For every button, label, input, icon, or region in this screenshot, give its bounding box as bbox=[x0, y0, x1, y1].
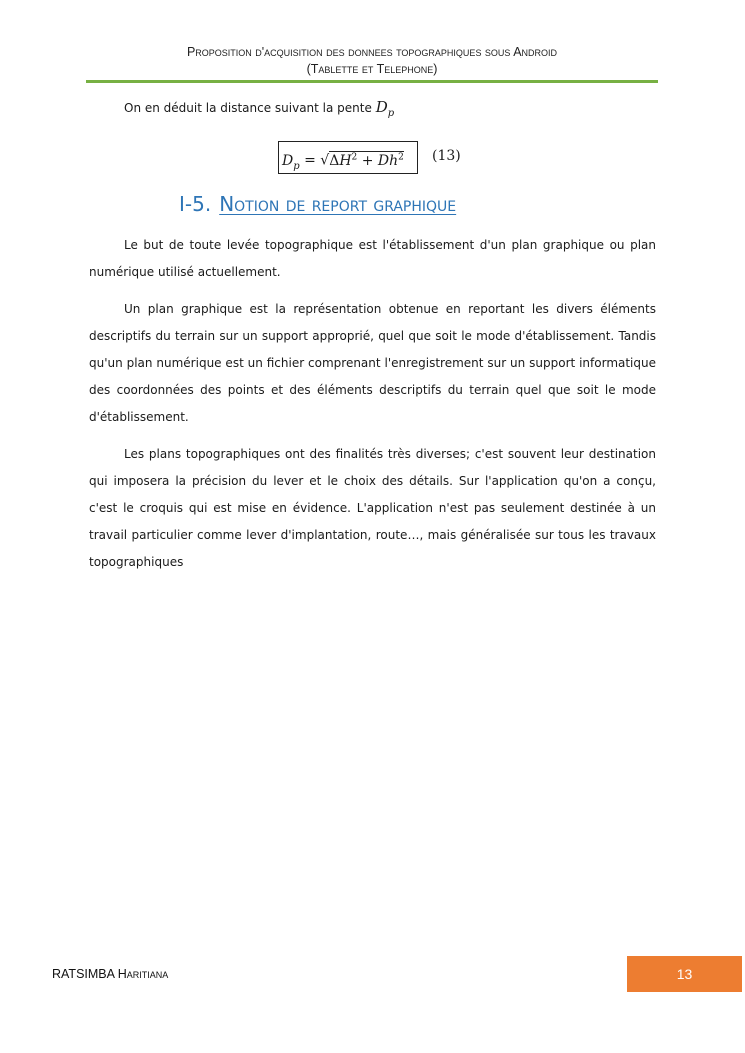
header-line-2: (Tablette et Telephone) bbox=[306, 62, 438, 76]
body-text bbox=[89, 232, 656, 586]
page-number-box bbox=[627, 956, 742, 992]
intro-symbol: $D_p$ bbox=[375, 98, 395, 119]
equation-number: (13) bbox=[432, 148, 461, 164]
paragraph-2: Un plan graphique est la représentation obtenue en reportant les divers éléments descriptifs du terrain sur un support approprié, quel que soit le mode d'établissement. Tandis qu'un plan numérique est un fichier comprenant l'enregistrement sur un support informatique des coordonnées des points et des éléments descriptifs du terrain quel que soit le mode d'établissement. bbox=[89, 302, 656, 424]
header-line-1: Proposition d'acquisition des donnees topographiques sous Android bbox=[186, 45, 558, 59]
paragraph-1: Le but de toute levée topographique est l'établissement d'un plan graphique ou plan numérique utilisé actuellement. bbox=[89, 238, 656, 279]
section-number: I-5. bbox=[179, 192, 212, 216]
paragraph-3: Les plans topographiques ont des finalités très diverses; c'est souvent leur destination qui imposera la précision du lever et le choix des détails. Sur l'application qu'on a conçu, c'est le croquis qui est mise en évidence. L'application n'est pas seulement destinée à un travail particulier comme lever d'implantation, route…, mais généralisée sur tous les travaux topographiques bbox=[89, 447, 656, 569]
intro-text: On en déduit la distance suivant la pente bbox=[124, 101, 376, 115]
section-title-text: Notion de report graphique bbox=[219, 192, 457, 216]
equation-box: $D_p = √\Delta H^2 + Dh^2$ bbox=[278, 141, 418, 174]
footer-author: RATSIMBA Haritiana bbox=[52, 967, 169, 981]
page-number: 13 bbox=[676, 966, 693, 982]
running-header bbox=[86, 44, 658, 78]
header-rule bbox=[86, 80, 658, 83]
section-heading bbox=[179, 192, 456, 216]
intro-line bbox=[124, 98, 394, 119]
